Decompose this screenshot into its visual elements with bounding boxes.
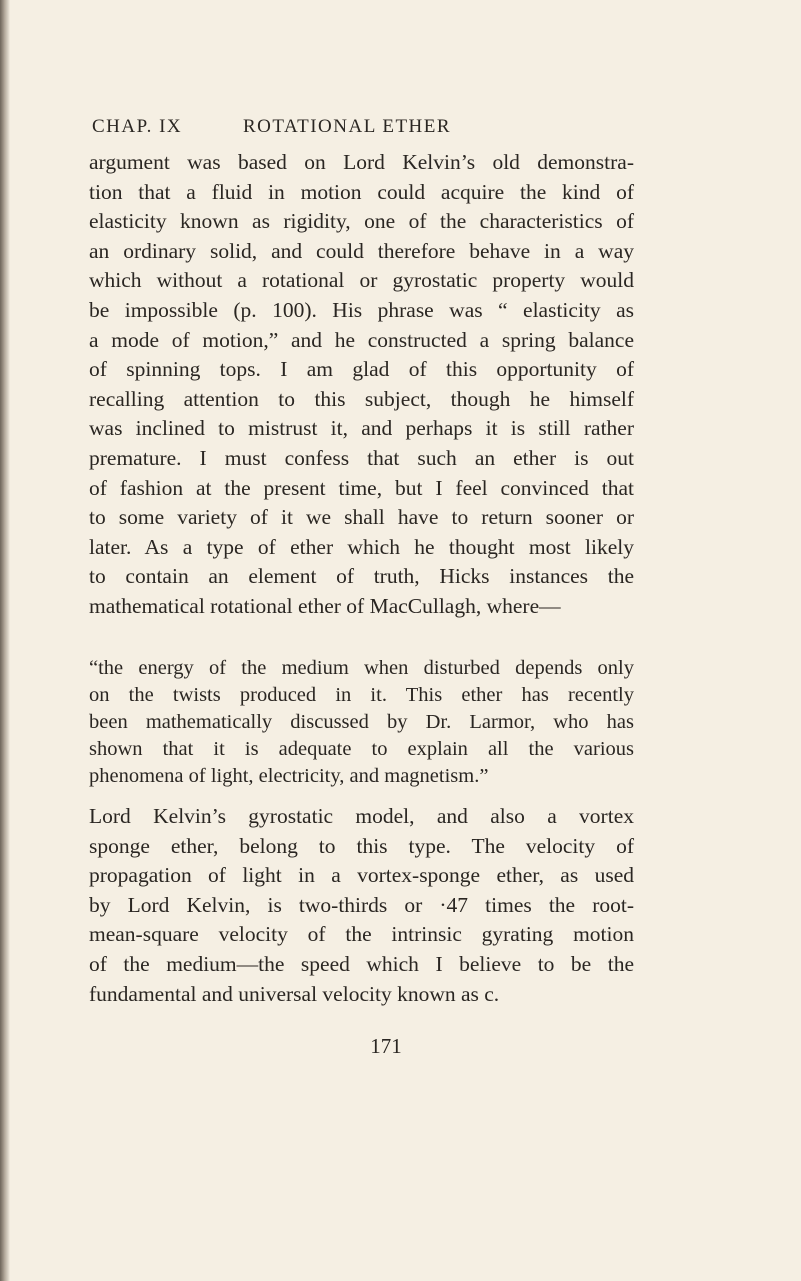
text-line: a mode of motion,” and he constructed a spring balance xyxy=(89,327,634,352)
paragraph-2 xyxy=(89,802,634,1009)
running-title: ROTATIONAL ETHER xyxy=(243,116,452,137)
text-line: of spinning tops. I am glad of this opportunity of xyxy=(89,357,634,382)
page-number: 171 xyxy=(370,1034,402,1058)
paragraph-1 xyxy=(89,148,634,622)
text-line: be impossible (p. 100). His phrase was “ elasticity as xyxy=(89,297,634,322)
text-line: argument was based on Lord Kelvin’s old demonstra- xyxy=(89,150,634,174)
quote-line: on the twists produced in it. This ether has recently xyxy=(89,683,634,706)
text-line: propagation of light in a vortex-sponge ether, as used xyxy=(89,863,634,888)
text-line: elasticity known as rigidity, one of the characteristics of xyxy=(89,209,634,234)
text-line: of the medium—the speed which I believe to be the xyxy=(89,951,634,976)
text-line: premature. I must confess that such an ether is out xyxy=(89,445,634,470)
text-line: fundamental and universal velocity known as c. xyxy=(89,981,500,1006)
text-line: mean-square velocity of the intrinsic gyrating motion xyxy=(89,922,634,947)
text-line: to some variety of it we shall have to return sooner or xyxy=(89,505,634,530)
text-line: recalling attention to this subject, though he himself xyxy=(89,386,634,411)
text-line: by Lord Kelvin, is two-thirds or ·47 times the root- xyxy=(89,892,634,917)
quote-line: “the energy of the medium when disturbed depends only xyxy=(89,657,634,679)
text-line: was inclined to mistrust it, and perhaps it is still rather xyxy=(89,416,634,441)
page-edge-shadow xyxy=(0,0,10,1281)
text-line: sponge ether, belong to this type. The velocity of xyxy=(89,833,634,858)
text-line: tion that a fluid in motion could acquire the kind of xyxy=(89,179,634,204)
quote-line: phenomena of light, electricity, and magnetism.” xyxy=(89,764,489,787)
text-line: Lord Kelvin’s gyrostatic model, and also a vortex xyxy=(89,804,634,828)
chapter-label: CHAP. IX xyxy=(92,116,183,137)
text-line: an ordinary solid, and could therefore behave in a way xyxy=(89,238,634,263)
block-quote xyxy=(89,655,634,789)
quote-line: shown that it is adequate to explain all the various xyxy=(89,737,634,760)
text-line: later. As a type of ether which he thought most likely xyxy=(89,534,634,559)
text-line: mathematical rotational ether of MacCullagh, where— xyxy=(89,593,561,618)
quote-line: been mathematically discussed by Dr. Larmor, who has xyxy=(89,710,634,733)
running-head xyxy=(0,115,801,145)
text-line: which without a rotational or gyrostatic property would xyxy=(89,268,634,293)
text-line: of fashion at the present time, but I feel convinced that xyxy=(89,475,634,500)
text-line: to contain an element of truth, Hicks instances the xyxy=(89,564,634,589)
